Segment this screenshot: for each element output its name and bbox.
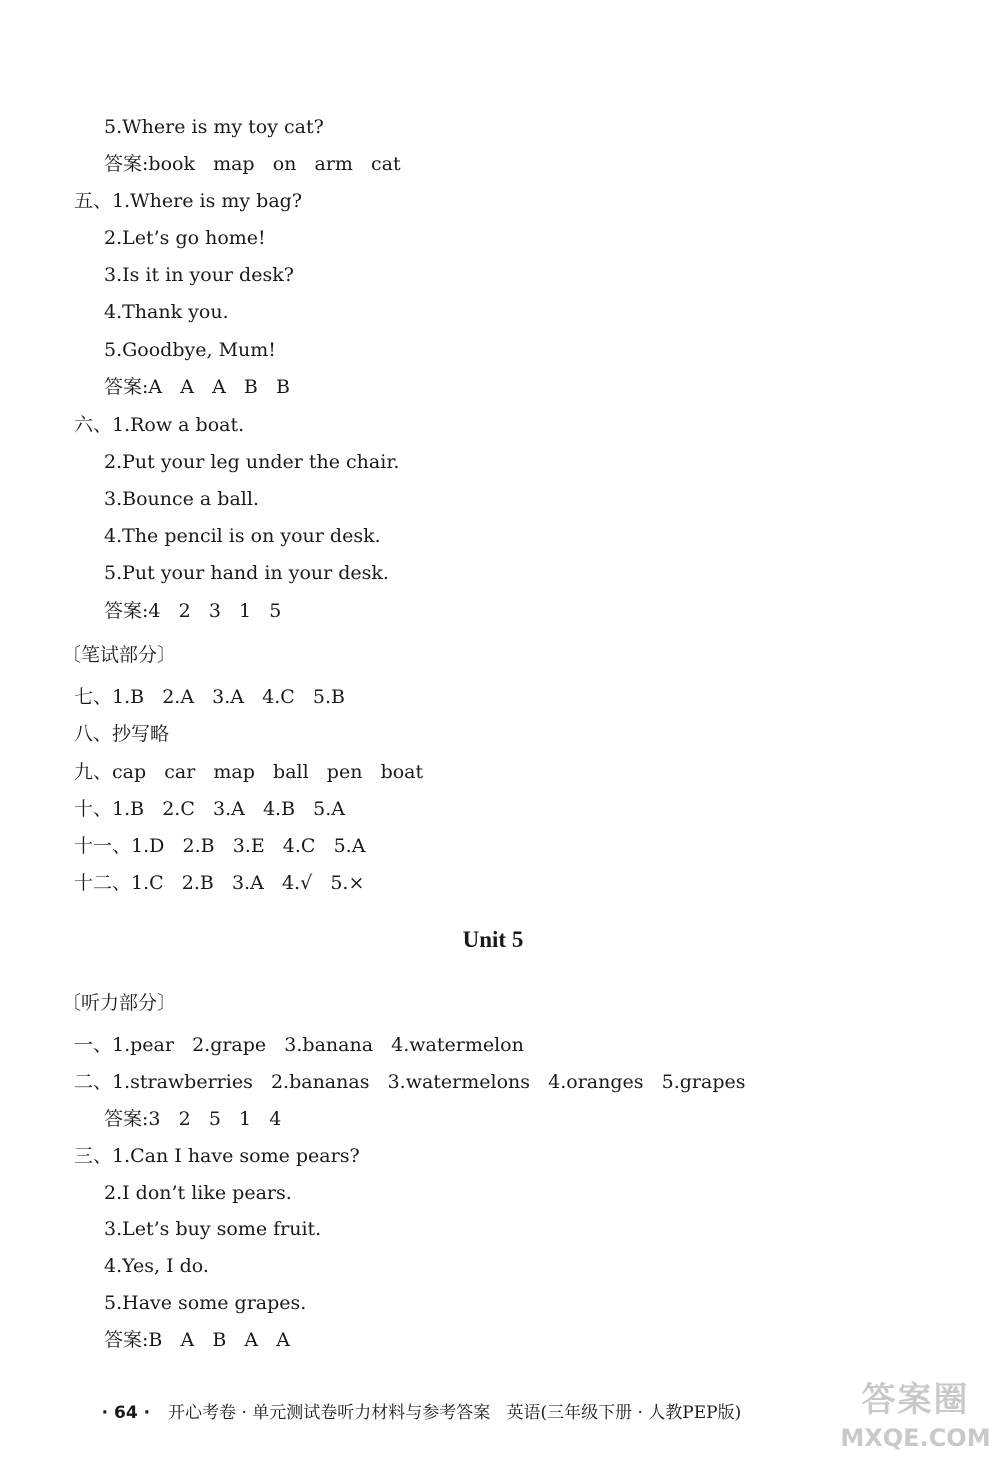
- written-part-heading: 〔笔试部分〕: [62, 644, 177, 666]
- answer-line: 答案:A A A B B: [104, 376, 290, 398]
- text-line: 4.Thank you.: [104, 301, 229, 323]
- text-line: 3.Is it in your desk?: [104, 264, 294, 286]
- text-line: 5.Goodbye, Mum!: [104, 339, 276, 361]
- section-seven: 七、1.B 2.A 3.A 4.C 5.B: [74, 686, 346, 708]
- section-twelve: 十二、1.C 2.B 3.A 4.√ 5.×: [74, 872, 365, 894]
- text-line: 2.Let’s go home!: [104, 227, 266, 249]
- text-line: 2.I don’t like pears.: [104, 1182, 292, 1204]
- answer-line: 答案:B A B A A: [104, 1329, 290, 1351]
- text-line: 5.Where is my toy cat?: [104, 116, 324, 138]
- section-five: 五、1.Where is my bag?: [74, 190, 303, 212]
- answer-line: 答案:book map on arm cat: [104, 153, 401, 175]
- watermark-url: MXQE.COM: [840, 1424, 991, 1452]
- text-line: 3.Let’s buy some fruit.: [104, 1218, 322, 1240]
- watermark-logo-text: 答案圈: [861, 1380, 970, 1420]
- section-one: 一、1.pear 2.grape 3.banana 4.watermelon: [74, 1034, 524, 1056]
- text-line: 5.Have some grapes.: [104, 1292, 307, 1314]
- text-line: 3.Bounce a ball.: [104, 488, 259, 510]
- watermark-logo: [838, 1372, 993, 1462]
- answer-line: 答案:3 2 5 1 4: [104, 1108, 282, 1130]
- section-ten: 十、1.B 2.C 3.A 4.B 5.A: [74, 798, 346, 820]
- text-line: 4.Yes, I do.: [104, 1255, 209, 1277]
- footer-title: 开心考卷 · 单元测试卷听力材料与参考答案 英语(三年级下册 · 人教PEP版): [168, 1403, 742, 1423]
- section-nine: 九、cap car map ball pen boat: [74, 761, 424, 783]
- section-three: 三、1.Can I have some pears?: [74, 1145, 360, 1167]
- section-eight: 八、抄写略: [74, 723, 170, 745]
- page-number: · 64 ·: [101, 1403, 151, 1423]
- text-line: 2.Put your leg under the chair.: [104, 451, 400, 473]
- text-line: 4.The pencil is on your desk.: [104, 525, 381, 547]
- text-line: 5.Put your hand in your desk.: [104, 562, 389, 584]
- section-eleven: 十一、1.D 2.B 3.E 4.C 5.A: [74, 835, 366, 857]
- answer-line: 答案:4 2 3 1 5: [104, 600, 282, 622]
- listening-part-heading: 〔听力部分〕: [62, 992, 177, 1014]
- section-six: 六、1.Row a boat.: [74, 414, 245, 436]
- section-two: 二、1.strawberries 2.bananas 3.watermelons 4.oranges 5.grapes: [74, 1071, 746, 1093]
- page-footer: [80, 1377, 741, 1449]
- unit-title: Unit 5: [462, 927, 524, 952]
